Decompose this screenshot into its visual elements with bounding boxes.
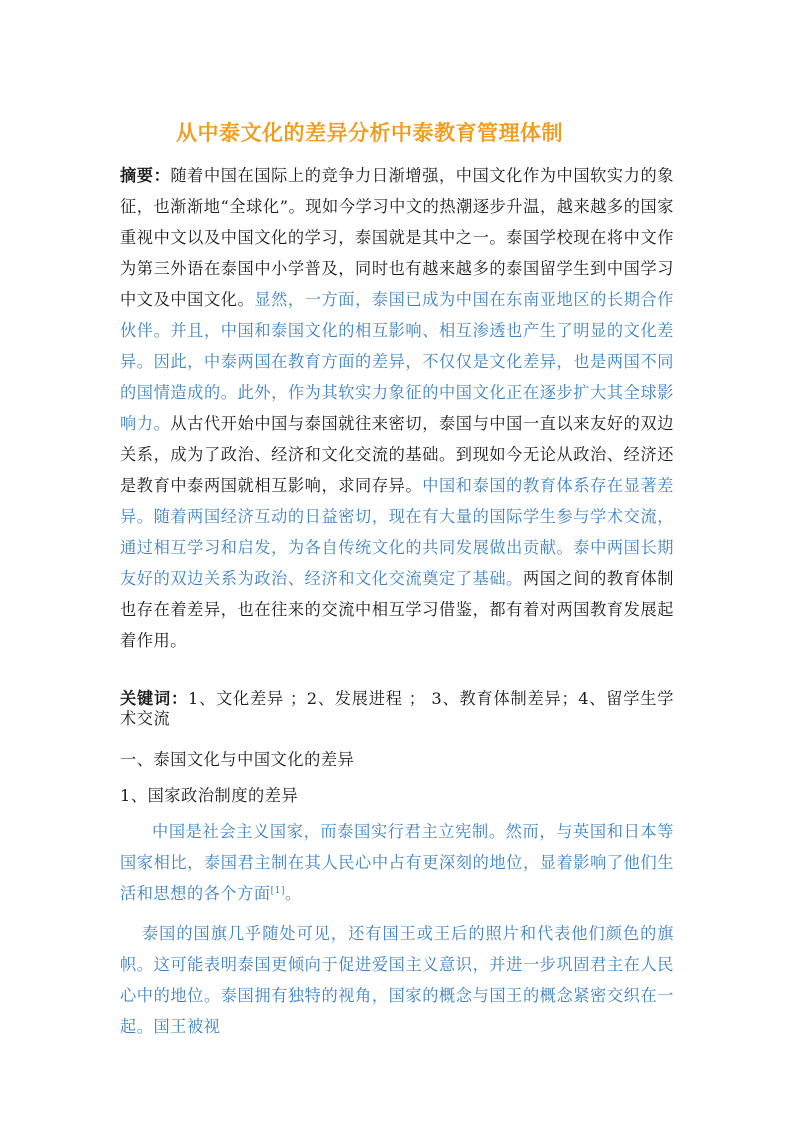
keywords-text: 1、文化差异 ；2、发展进程 ； 3、教育体制差异；4、留学生学术交流 [120,689,674,728]
paragraph-text: 中国是社会主义国家，而泰国实行君主立宪制。然而，与英国和日本等国家相比，泰国君主制在其人民心中占有更深刻的地位，显着影响了他们生活和思想的各个方面 [120,822,674,903]
abstract-segment: 随着中国在国际上的竞争力日渐增强，中国文化作为中国软实力的象征，也渐渐地“全球化”。现如今学习中文的热潮逐步升温，越来越多的国家重视中文以及中国文化的学习，泰国就是其中之一。泰国学校现在将中文作为第三外语在泰国中小学普及，同时也有越来越多的泰国留学生到中国学习中文及中国文化。 [120,166,674,309]
abstract-label: 摘要： [120,166,171,185]
document-title: 从中泰文化的差异分析中泰教育管理体制 [176,121,563,145]
keywords-paragraph [120,689,674,729]
abstract-segment: 两国之间的教育体制也存在着差异，也在往来的交流中相互学习借鉴，都有着对两国教育发展起着作用。 [120,569,675,650]
citation-reference[interactable]: [1] [270,886,286,896]
abstract-segment-highlighted: 显然，一方面，泰国已成为中国在东南亚地区的长期合作伙伴。并且，中国和泰国文化的相互影响、相互渗透也产生了明显的文化差异。因此，中泰两国在教育方面的差异，不仅仅是文化差异，也是两国不同的国情造成的。此外，作为其软实力象征的中国文化正在逐步扩大其全球影响力。 [120,290,675,433]
section-heading: 一、泰国文化与中国文化的差异 [120,750,355,769]
paragraph-end: 。 [285,884,302,903]
body-paragraph-1 [120,816,674,909]
subsection-heading: 1、国家政治制度的差异 [120,786,299,805]
body-paragraph-2: 泰国的国旗几乎随处可见，还有国王或王后的照片和代表他们颜色的旗帜。这可能表明泰国更倾向于促进爱国主义意识，并进一步巩固君主在人民心中的地位。泰国拥有独特的视角，国家的概念与国王的概念紧密交织在一起。国王被视 [120,924,674,1036]
abstract-segment: 从古代开始中国与泰国就往来密切，泰国与中国一直以来友好的双边关系，成为了政治、经济和文化交流的基础。到现如今无论从政治、经济还是教育中泰两国就相互影响，求同存异。 [120,414,674,495]
abstract-segment-highlighted: 中国和泰国的教育体系存在显著差异。随着两国经济互动的日益密切，现在有大量的国际学生参与学术交流，通过相互学习和启发，为各自传统文化的共同发展做出贡献。泰中两国长期友好的双边关系为政治、经济和文化交流奠定了基础。 [120,476,675,588]
keywords-label: 关键词： [120,689,188,708]
abstract-paragraph [120,160,674,656]
